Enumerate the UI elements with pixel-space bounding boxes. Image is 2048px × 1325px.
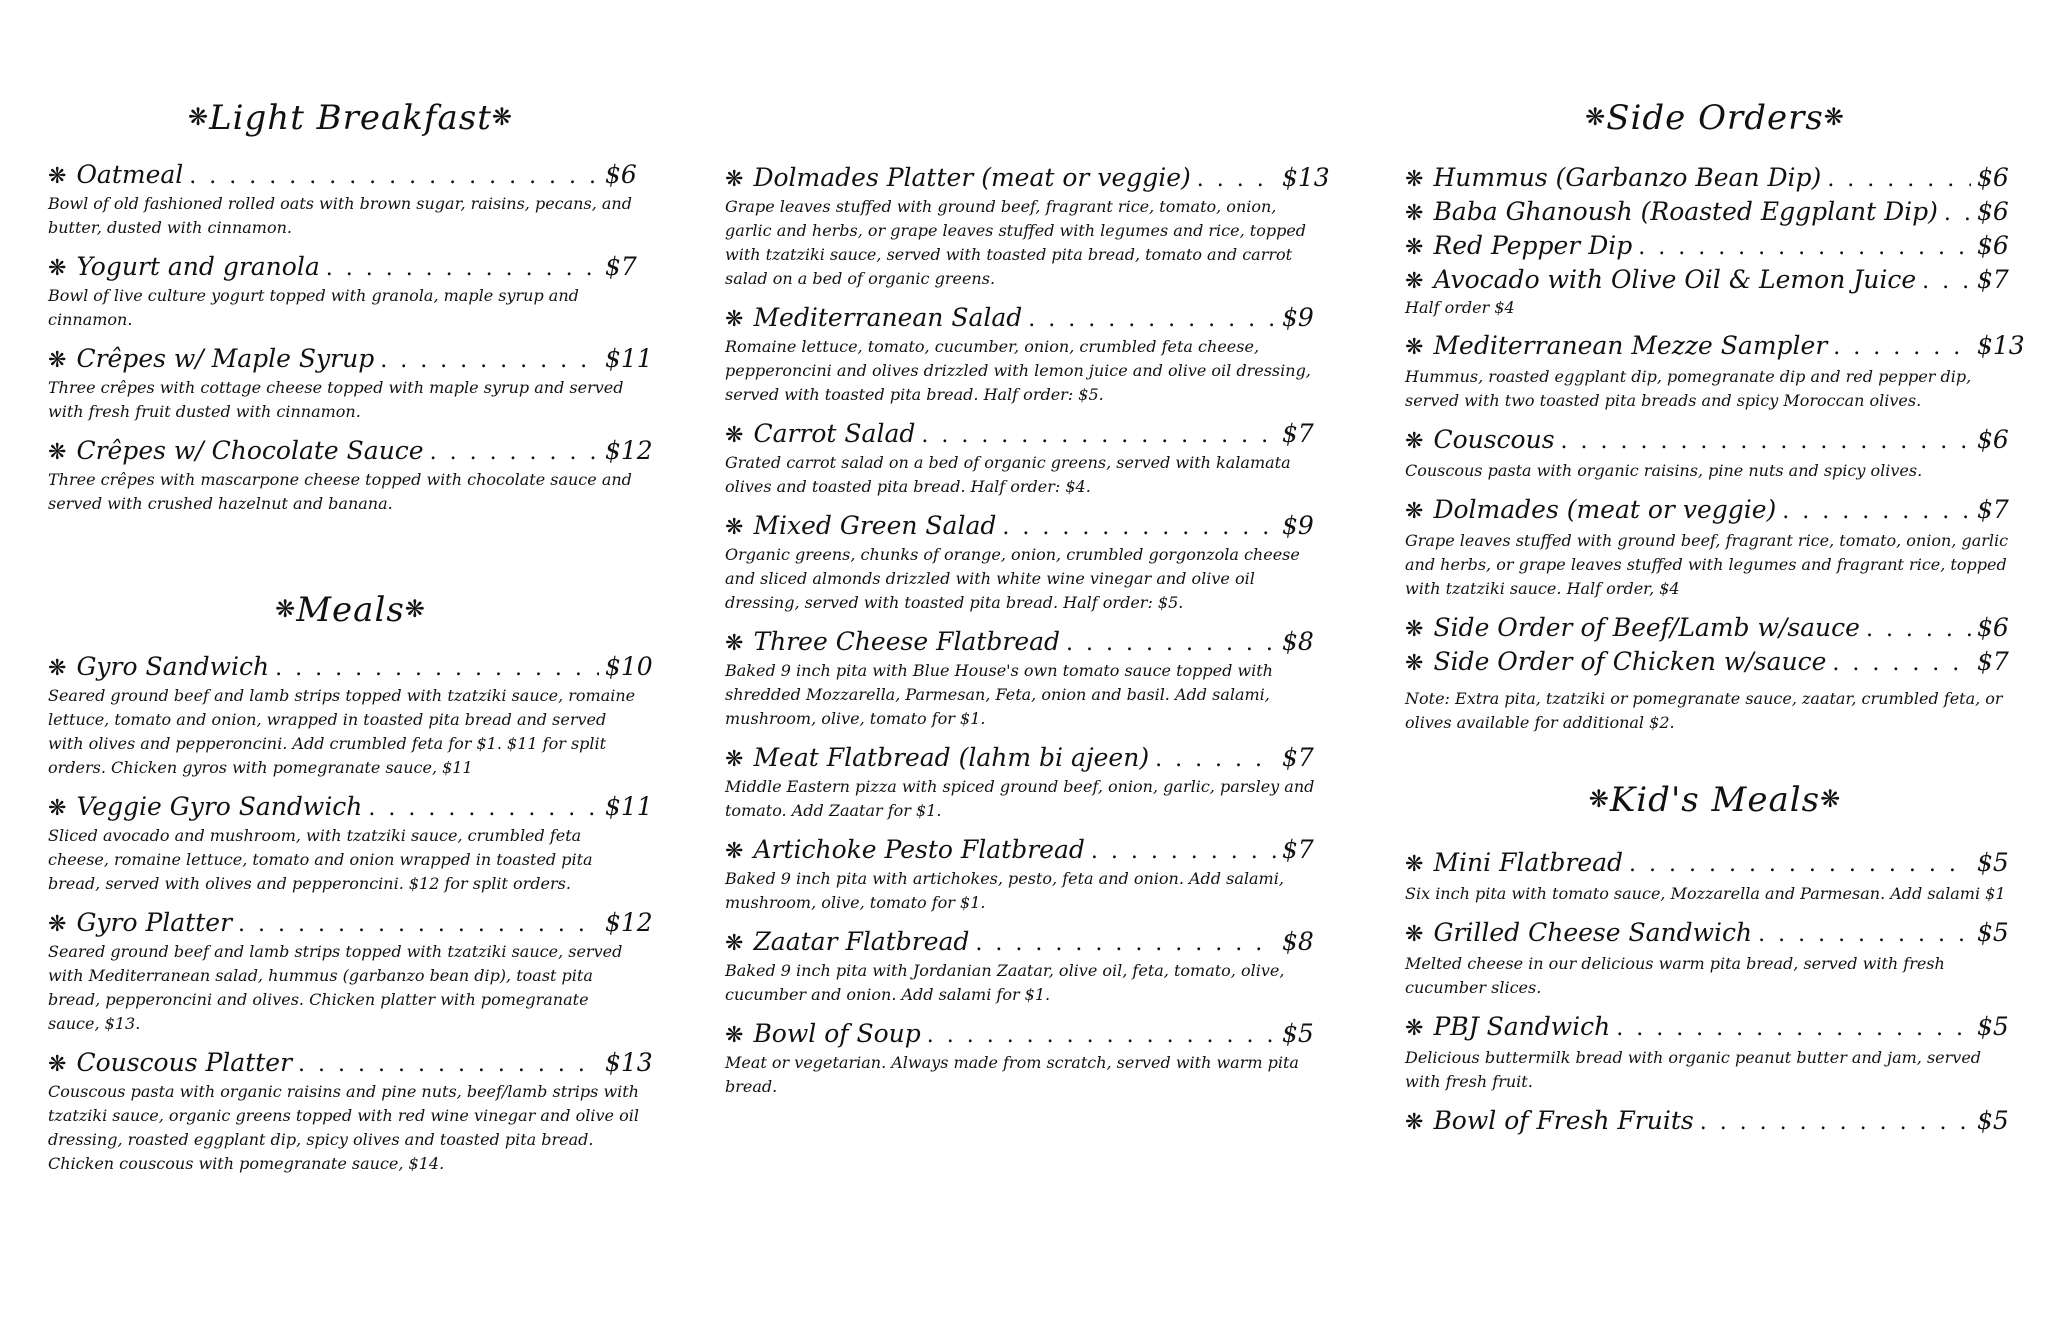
menu-item: [1405, 495, 2025, 601]
menu-item-header: [48, 160, 653, 192]
menu-item-name: Dolmades (meat or veggie): [1433, 495, 1777, 524]
menu-item-price: $13: [1282, 163, 1330, 192]
menu-item-name: Gyro Sandwich: [76, 652, 270, 681]
leader-dots: [1616, 1014, 1971, 1044]
menu-item: [725, 163, 1330, 291]
leader-dots: [368, 794, 599, 824]
menu-item-header: [1405, 647, 2025, 679]
leader-dots: [1197, 165, 1276, 195]
menu-item-header: [48, 344, 653, 376]
menu-item: [1405, 265, 2025, 319]
menu-item-description: Grated carrot salad on a bed of organic greens, served with kalamata olives and toasted pita bread. Half order: $4.: [725, 453, 1291, 496]
bullet-icon: ❋: [1405, 1110, 1424, 1135]
menu-item-price: $5: [1282, 1019, 1314, 1048]
menu-item-price: $11: [605, 344, 653, 373]
menu-item: [1405, 197, 2025, 229]
ornament-icon: ❋: [1820, 785, 1842, 813]
menu-item-name: PBJ Sandwich: [1433, 1012, 1611, 1041]
leader-dots: [1066, 629, 1276, 659]
menu-item-header: [725, 627, 1330, 659]
leader-dots: [1561, 427, 1971, 457]
menu-item-name: Bowl of Soup: [753, 1019, 921, 1048]
menu-item-name: Dolmades Platter (meat or veggie): [753, 163, 1191, 192]
ornament-icon: ❋: [1585, 103, 1607, 131]
leader-dots: [238, 910, 599, 940]
menu-item-header: [1405, 265, 2025, 297]
menu-item-name: Oatmeal: [76, 160, 184, 189]
menu-item-header: [1405, 425, 2025, 457]
menu-item-name: Carrot Salad: [753, 419, 916, 448]
menu-item: [1405, 918, 2025, 1000]
menu-item: [1405, 425, 2025, 483]
menu-item-name: Mediterranean Salad: [753, 303, 1023, 332]
leader-dots: [1629, 850, 1971, 880]
menu-item-description: Delicious buttermilk bread with organic peanut butter and jam, served with fresh fruit.: [1405, 1048, 1982, 1091]
menu-item-name: Mini Flatbread: [1433, 848, 1624, 877]
bullet-icon: ❋: [725, 167, 744, 192]
menu-item-price: $6: [605, 160, 637, 189]
menu-item: [725, 419, 1330, 499]
menu-item: [48, 792, 653, 896]
bullet-icon: ❋: [48, 348, 67, 373]
menu-item-price: $6: [1977, 613, 2009, 642]
leader-dots: [1782, 497, 1971, 527]
bullet-icon: ❋: [725, 423, 744, 448]
bullet-icon: ❋: [1405, 269, 1424, 294]
menu-item-description: Organic greens, chunks of orange, onion, crumbled gorgonzola cheese and sliced almonds drizzled with white wine vinegar and olive oil dressing, served with toasted pita bread. Half order: $5.: [725, 545, 1300, 612]
menu-item-description: Half order $4: [1405, 298, 1515, 317]
menu-item: [48, 652, 653, 780]
menu-item: [48, 252, 653, 332]
menu-item-description: Sliced avocado and mushroom, with tzatziki sauce, crumbled feta cheese, romaine lettuce, tomato and onion wrapped in toasted pita bread, served with olives and pepperoncini. $12 for split orders.: [48, 826, 593, 893]
ornament-icon: ❋: [491, 103, 513, 131]
bullet-icon: ❋: [725, 515, 744, 540]
leader-dots: [975, 929, 1276, 959]
menu-item-name: Side Order of Chicken w/sauce: [1433, 647, 1827, 676]
leader-dots: [1944, 199, 1971, 229]
menu-item: [48, 344, 653, 424]
menu-item-header: [725, 303, 1330, 335]
meals-title: ❋Meals❋: [275, 590, 426, 630]
leader-dots: [1827, 165, 1971, 195]
menu-item-description: Six inch pita with tomato sauce, Mozzarella and Parmesan. Add salami $1: [1405, 884, 2006, 903]
menu-item-header: [1405, 231, 2025, 263]
menu-item: [48, 436, 653, 516]
menu-item-description: Grape leaves stuffed with ground beef, fragrant rice, tomato, onion, garlic and herbs, or grape leaves stuffed with legumes and rice, topped with tzatziki sauce, served with toasted pita bread, tomato and carrot salad on a bed of organic greens.: [725, 197, 1307, 288]
menu-item-header: [1405, 1012, 2025, 1044]
menu-item-price: $7: [605, 252, 637, 281]
menu-item-header: [48, 792, 653, 824]
bullet-icon: ❋: [725, 747, 744, 772]
menu-item-price: $6: [1977, 231, 2009, 260]
menu-item-price: $6: [1977, 163, 2009, 192]
bullet-icon: ❋: [48, 1052, 67, 1077]
menu-item-header: [1405, 197, 2025, 229]
menu-item-header: [725, 835, 1330, 867]
menu-item-price: $7: [1977, 265, 2009, 294]
leader-dots: [1028, 305, 1276, 335]
menu-item: [725, 835, 1330, 915]
bullet-icon: ❋: [48, 796, 67, 821]
menu-item-header: [1405, 495, 2025, 527]
menu-item-header: [1405, 1106, 2025, 1138]
leader-dots: [1866, 615, 1971, 645]
menu-item-name: Red Pepper Dip: [1433, 231, 1633, 260]
menu-item-name: Avocado with Olive Oil & Lemon Juice: [1433, 265, 1917, 294]
bullet-icon: ❋: [1405, 922, 1424, 947]
leader-dots: [1091, 837, 1276, 867]
menu-item-price: $10: [605, 652, 653, 681]
menu-item-header: [725, 927, 1330, 959]
menu-item-description: Seared ground beef and lamb strips topped with tzatziki sauce, romaine lettuce, tomato and onion, wrapped in toasted pita bread and served with olives and pepperoncini. Add crumbled feta for $1. $11 for split orders. Chicken gyros with pomegranate sauce, $11: [48, 686, 636, 777]
menu-item-header: [48, 652, 653, 684]
menu-item-name: Mediterranean Mezze Sampler: [1433, 331, 1828, 360]
menu-item-price: $6: [1977, 425, 2009, 454]
ornament-icon: ❋: [187, 103, 210, 131]
menu-item-description: Three crêpes with mascarpone cheese topped with chocolate sauce and served with crushed hazelnut and banana.: [48, 470, 632, 513]
menu-item-header: [1405, 331, 2025, 363]
menu-item-description: Baked 9 inch pita with Blue House's own tomato sauce topped with shredded Mozzarella, Parmesan, Feta, onion and basil. Add salami, mushroom, olive, tomato for $1.: [725, 661, 1273, 728]
menu-item-price: $5: [1977, 1012, 2009, 1041]
bullet-icon: ❋: [1405, 167, 1424, 192]
menu-item-price: $7: [1977, 647, 2009, 676]
menu-item: [725, 743, 1330, 823]
menu-item-price: $11: [605, 792, 653, 821]
bullet-icon: ❋: [725, 631, 744, 656]
menu-item: [1405, 848, 2025, 906]
menu-item-description: Seared ground beef and lamb strips topped with tzatziki sauce, served with Mediterranean salad, hummus (garbanzo bean dip), toast pita bread, pepperoncini and olives. Chicken platter with pomegranate sauce, $13.: [48, 942, 623, 1033]
menu-item-header: [48, 908, 653, 940]
bullet-icon: ❋: [725, 307, 744, 332]
menu-item: [1405, 1012, 2025, 1094]
menu-item-price: $8: [1282, 927, 1314, 956]
leader-dots: [1832, 649, 1971, 679]
menu-item-price: $7: [1282, 835, 1314, 864]
leader-dots: [921, 421, 1276, 451]
menu-item-name: Meat Flatbread (lahm bi ajeen): [753, 743, 1150, 772]
menu-item-price: $13: [605, 1048, 653, 1077]
menu-item-name: Three Cheese Flatbread: [753, 627, 1061, 656]
ornament-icon: ❋: [404, 595, 426, 623]
menu-item-description: Hummus, roasted eggplant dip, pomegranate dip and red pepper dip, served with two toasted pita breads and spicy Moroccan olives.: [1405, 367, 1972, 410]
bullet-icon: ❋: [1405, 235, 1424, 260]
menu-item-header: [1405, 848, 2025, 880]
menu-item: [1405, 231, 2025, 263]
leader-dots: [430, 438, 599, 468]
menu-item: [725, 1019, 1330, 1099]
menu-item-description: Romaine lettuce, tomato, cucumber, onion, crumbled feta cheese, pepperoncini and olives drizzled with lemon juice and olive oil dressing, served with toasted pita bread. Half order: $5.: [725, 337, 1311, 404]
bullet-icon: ❋: [48, 164, 67, 189]
bullet-icon: ❋: [1405, 651, 1424, 676]
menu-item-name: Couscous: [1433, 425, 1555, 454]
light-breakfast-title: ❋Light Breakfast❋: [187, 98, 513, 138]
leader-dots: [1700, 1108, 1971, 1138]
menu-item-name: Crêpes w/ Chocolate Sauce: [76, 436, 424, 465]
menu-item: [1405, 331, 2025, 413]
menu-item: [725, 627, 1330, 731]
menu-item-name: Crêpes w/ Maple Syrup: [76, 344, 375, 373]
menu-item-name: Mixed Green Salad: [753, 511, 997, 540]
menu-item-description: Meat or vegetarian. Always made from scratch, served with warm pita bread.: [725, 1053, 1299, 1096]
bullet-icon: ❋: [1405, 617, 1424, 642]
menu-item: [48, 908, 653, 1036]
menu-item-description: Bowl of live culture yogurt topped with granola, maple syrup and cinnamon.: [48, 286, 579, 329]
middle-list: [725, 163, 1330, 1111]
leader-dots: [189, 162, 599, 192]
menu-item-header: [48, 1048, 653, 1080]
bullet-icon: ❋: [48, 912, 67, 937]
menu-item: [1405, 1106, 2025, 1138]
menu-item-name: Hummus (Garbanzo Bean Dip): [1433, 163, 1822, 192]
menu-item-price: $6: [1977, 197, 2009, 226]
menu-item-name: Yogurt and granola: [76, 252, 320, 281]
menu-item-header: [48, 252, 653, 284]
menu-item-name: Zaatar Flatbread: [753, 927, 970, 956]
menu-item-price: $5: [1977, 1106, 2009, 1135]
menu-item: [725, 511, 1330, 615]
leader-dots: [1155, 745, 1276, 775]
bullet-icon: ❋: [48, 656, 67, 681]
menu-item-description: Baked 9 inch pita with Jordanian Zaatar, olive oil, feta, tomato, olive, cucumber and onion. Add salami for $1.: [725, 961, 1285, 1004]
menu-item-description: Three crêpes with cottage cheese topped with maple syrup and served with fresh fruit dusted with cinnamon.: [48, 378, 624, 421]
menu-item-header: [725, 743, 1330, 775]
menu-item-price: $12: [605, 436, 653, 465]
ornament-icon: ❋: [275, 595, 297, 623]
leader-dots: [298, 1050, 599, 1080]
leader-dots: [380, 346, 599, 376]
bullet-icon: ❋: [1405, 335, 1424, 360]
ornament-icon: ❋: [1823, 103, 1845, 131]
menu-item: [48, 160, 653, 240]
menu-item: [1405, 163, 2025, 195]
menu-item-description: Melted cheese in our delicious warm pita bread, served with fresh cucumber slices.: [1405, 954, 1945, 997]
menu-item: [725, 927, 1330, 1007]
menu-item-name: Side Order of Beef/Lamb w/sauce: [1433, 613, 1860, 642]
menu-item-header: [48, 436, 653, 468]
menu-item-header: [725, 419, 1330, 451]
side-orders-title: ❋Side Orders❋: [1585, 98, 1845, 138]
menu-item-name: Couscous Platter: [76, 1048, 293, 1077]
side-orders-list: [1405, 163, 2025, 735]
menu-item-description: Middle Eastern pizza with spiced ground beef, onion, garlic, parsley and tomato. Add Zaatar for $1.: [725, 777, 1315, 820]
bullet-icon: ❋: [725, 1023, 744, 1048]
menu-item-price: $7: [1977, 495, 2009, 524]
menu-item-name: Veggie Gyro Sandwich: [76, 792, 363, 821]
menu-item: [725, 303, 1330, 407]
leader-dots: [1002, 513, 1276, 543]
leader-dots: [326, 254, 599, 284]
menu-item-name: Grilled Cheese Sandwich: [1433, 918, 1753, 947]
leader-dots: [927, 1021, 1276, 1051]
menu-item-header: [1405, 918, 2025, 950]
menu-item-name: Baba Ghanoush (Roasted Eggplant Dip): [1433, 197, 1938, 226]
menu-item-price: $7: [1282, 419, 1314, 448]
menu-item-description: Bowl of old fashioned rolled oats with brown sugar, raisins, pecans, and butter, dusted with cinnamon.: [48, 194, 632, 237]
menu-item-price: $13: [1977, 331, 2025, 360]
menu-item-description: Baked 9 inch pita with artichokes, pesto, feta and onion. Add salami, mushroom, olive, tomato for $1.: [725, 869, 1284, 912]
menu-item-description: Couscous pasta with organic raisins and pine nuts, beef/lamb strips with tzatziki sauce, organic greens topped with red wine vinegar and olive oil dressing, roasted eggplant dip, spicy olives and toasted pita bread. Chicken couscous with pomegranate sauce, $14.: [48, 1082, 639, 1173]
bullet-icon: ❋: [725, 931, 744, 956]
ornament-icon: ❋: [1588, 785, 1610, 813]
menu-item: [48, 1048, 653, 1176]
kids-meals-list: [1405, 848, 2025, 1150]
menu-item-name: Bowl of Fresh Fruits: [1433, 1106, 1694, 1135]
bullet-icon: ❋: [1405, 852, 1424, 877]
bullet-icon: ❋: [725, 839, 744, 864]
kids-meals-title: ❋Kid's Meals❋: [1588, 780, 1842, 820]
side-orders-note: Note: Extra pita, tzatziki or pomegranate sauce, zaatar, crumbled feta, or olives available for additional $2.: [1405, 689, 2003, 732]
leader-dots: [1922, 267, 1971, 297]
bullet-icon: ❋: [1405, 499, 1424, 524]
menu-item-price: $7: [1282, 743, 1314, 772]
leader-dots: [275, 654, 599, 684]
menu-item-header: [725, 511, 1330, 543]
menu-item: [1405, 647, 2025, 679]
menu-item-name: Artichoke Pesto Flatbread: [753, 835, 1085, 864]
leader-dots: [1758, 920, 1971, 950]
menu-item-header: [1405, 163, 2025, 195]
bullet-icon: ❋: [48, 256, 67, 281]
bullet-icon: ❋: [1405, 429, 1424, 454]
menu-item-header: [1405, 613, 2025, 645]
menu-item-header: [725, 1019, 1330, 1051]
menu-item-description: Grape leaves stuffed with ground beef, fragrant rice, tomato, onion, garlic and herbs, or grape leaves stuffed with legumes and fragrant rice, topped with tzatziki sauce. Half order, $4: [1405, 531, 2009, 598]
menu-item-price: $9: [1282, 511, 1314, 540]
menu-item-price: $9: [1282, 303, 1314, 332]
menu-item-description: Couscous pasta with organic raisins, pine nuts and spicy olives.: [1405, 461, 1923, 480]
leader-dots: [1638, 233, 1971, 263]
bullet-icon: ❋: [1405, 1016, 1424, 1041]
light-breakfast-list: [48, 160, 653, 528]
menu-item-price: $5: [1977, 848, 2009, 877]
menu-item-name: Gyro Platter: [76, 908, 233, 937]
menu-item-price: $8: [1282, 627, 1314, 656]
bullet-icon: ❋: [1405, 201, 1424, 226]
menu-item-header: [725, 163, 1330, 195]
bullet-icon: ❋: [48, 440, 67, 465]
menu-item: [1405, 613, 2025, 645]
leader-dots: [1833, 333, 1971, 363]
menu-item-price: $12: [605, 908, 653, 937]
meals-list: [48, 652, 653, 1188]
menu-item-price: $5: [1977, 918, 2009, 947]
